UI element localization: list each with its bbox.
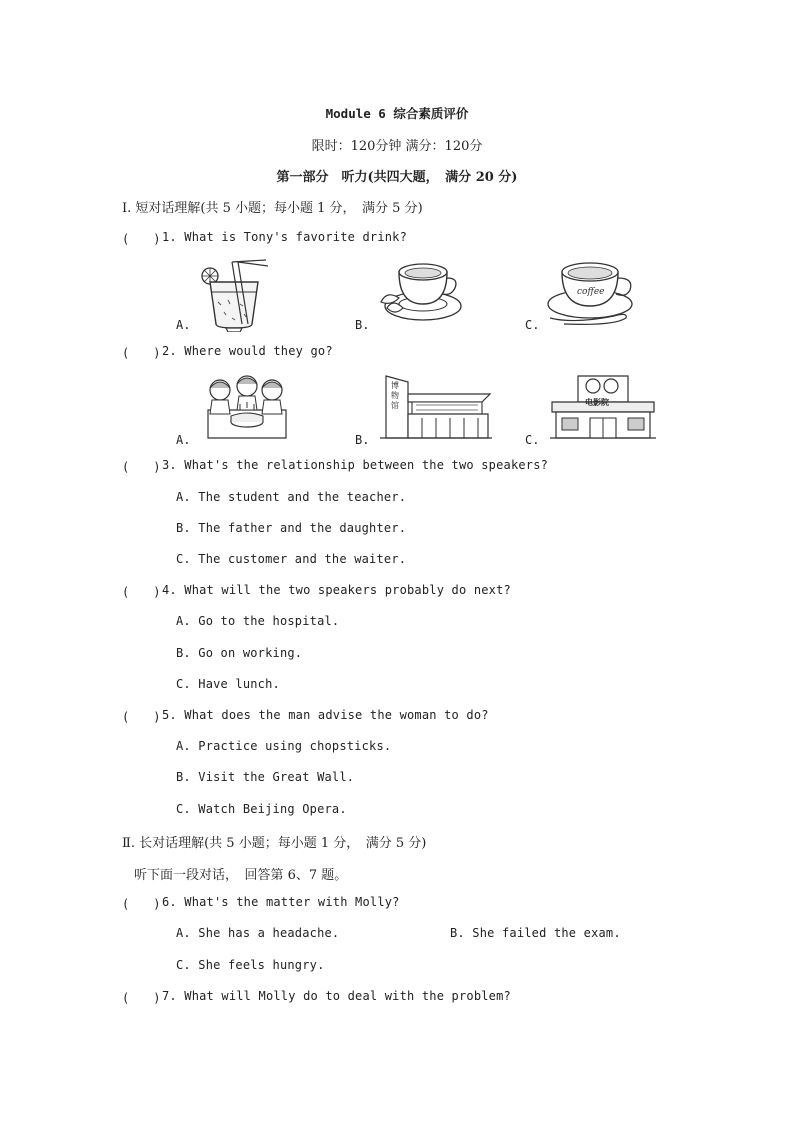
answer-blank[interactable]: ( ) xyxy=(122,346,161,360)
option-a: A. She has a headache. xyxy=(176,926,340,940)
page-title: Module 6 综合素质评价 xyxy=(325,106,469,121)
section-2-heading: Ⅱ. 长对话理解(共 5 小题；每小题 1 分， 满分 5 分) xyxy=(122,836,427,851)
question-5-text: 5. What does the man advise the woman to do? xyxy=(162,708,489,722)
option-b: B. The father and the daughter. xyxy=(176,521,407,535)
answer-blank[interactable]: ( ) xyxy=(122,991,161,1005)
answer-blank[interactable]: ( ) xyxy=(122,460,161,474)
option-a: A. Practice using chopsticks. xyxy=(176,739,392,753)
coffee-cup-text: coffee xyxy=(577,287,605,297)
section-2-intro: 听下面一段对话， 回答第 6、7 题。 xyxy=(134,868,348,883)
question-6-text: 6. What's the matter with Molly? xyxy=(162,895,400,909)
museum-sign: 博物馆 xyxy=(391,381,399,410)
cinema-sign: 电影院 xyxy=(585,398,609,407)
question-7-text: 7. What will Molly do to deal with the problem? xyxy=(162,989,511,1003)
option-b: B. Visit the Great Wall. xyxy=(176,770,355,784)
part-heading: 第一部分 听力(共四大题， 满分 20 分) xyxy=(276,170,518,185)
question-2-text: 2. Where would they go? xyxy=(162,344,333,358)
time-score-meta: 限时：120分钟 满分：120分 xyxy=(311,139,483,154)
coffee-cup-picture xyxy=(544,258,640,328)
answer-blank[interactable]: ( ) xyxy=(122,897,161,911)
section-1-heading: Ⅰ. 短对话理解(共 5 小题；每小题 1 分， 满分 5 分) xyxy=(122,201,423,216)
option-b-label: B. xyxy=(355,318,370,332)
answer-blank[interactable]: ( ) xyxy=(122,232,161,246)
option-c: C. The customer and the waiter. xyxy=(176,552,407,566)
option-b: B. She failed the exam. xyxy=(450,926,621,940)
answer-blank[interactable]: ( ) xyxy=(122,710,161,724)
tea-cup-picture xyxy=(377,258,463,324)
option-c: C. Have lunch. xyxy=(176,677,280,691)
option-c-label: C. xyxy=(525,318,540,332)
option-b: B. Go on working. xyxy=(176,646,303,660)
option-a: A. The student and the teacher. xyxy=(176,490,407,504)
option-a-label: A. xyxy=(176,433,191,447)
option-c: C. She feels hungry. xyxy=(176,958,325,972)
option-b-label: B. xyxy=(355,433,370,447)
question-3-text: 3. What's the relationship between the two speakers? xyxy=(162,458,549,472)
question-1-text: 1. What is Tony's favorite drink? xyxy=(162,230,408,244)
option-a-label: A. xyxy=(176,318,191,332)
option-a: A. Go to the hospital. xyxy=(176,614,340,628)
answer-blank[interactable]: ( ) xyxy=(122,585,161,599)
option-c: C. Watch Beijing Opera. xyxy=(176,802,347,816)
juice-glass-picture xyxy=(196,252,272,332)
question-4-text: 4. What will the two speakers probably do next? xyxy=(162,583,511,597)
birthday-party-picture xyxy=(204,372,290,440)
option-c-label: C. xyxy=(525,433,540,447)
